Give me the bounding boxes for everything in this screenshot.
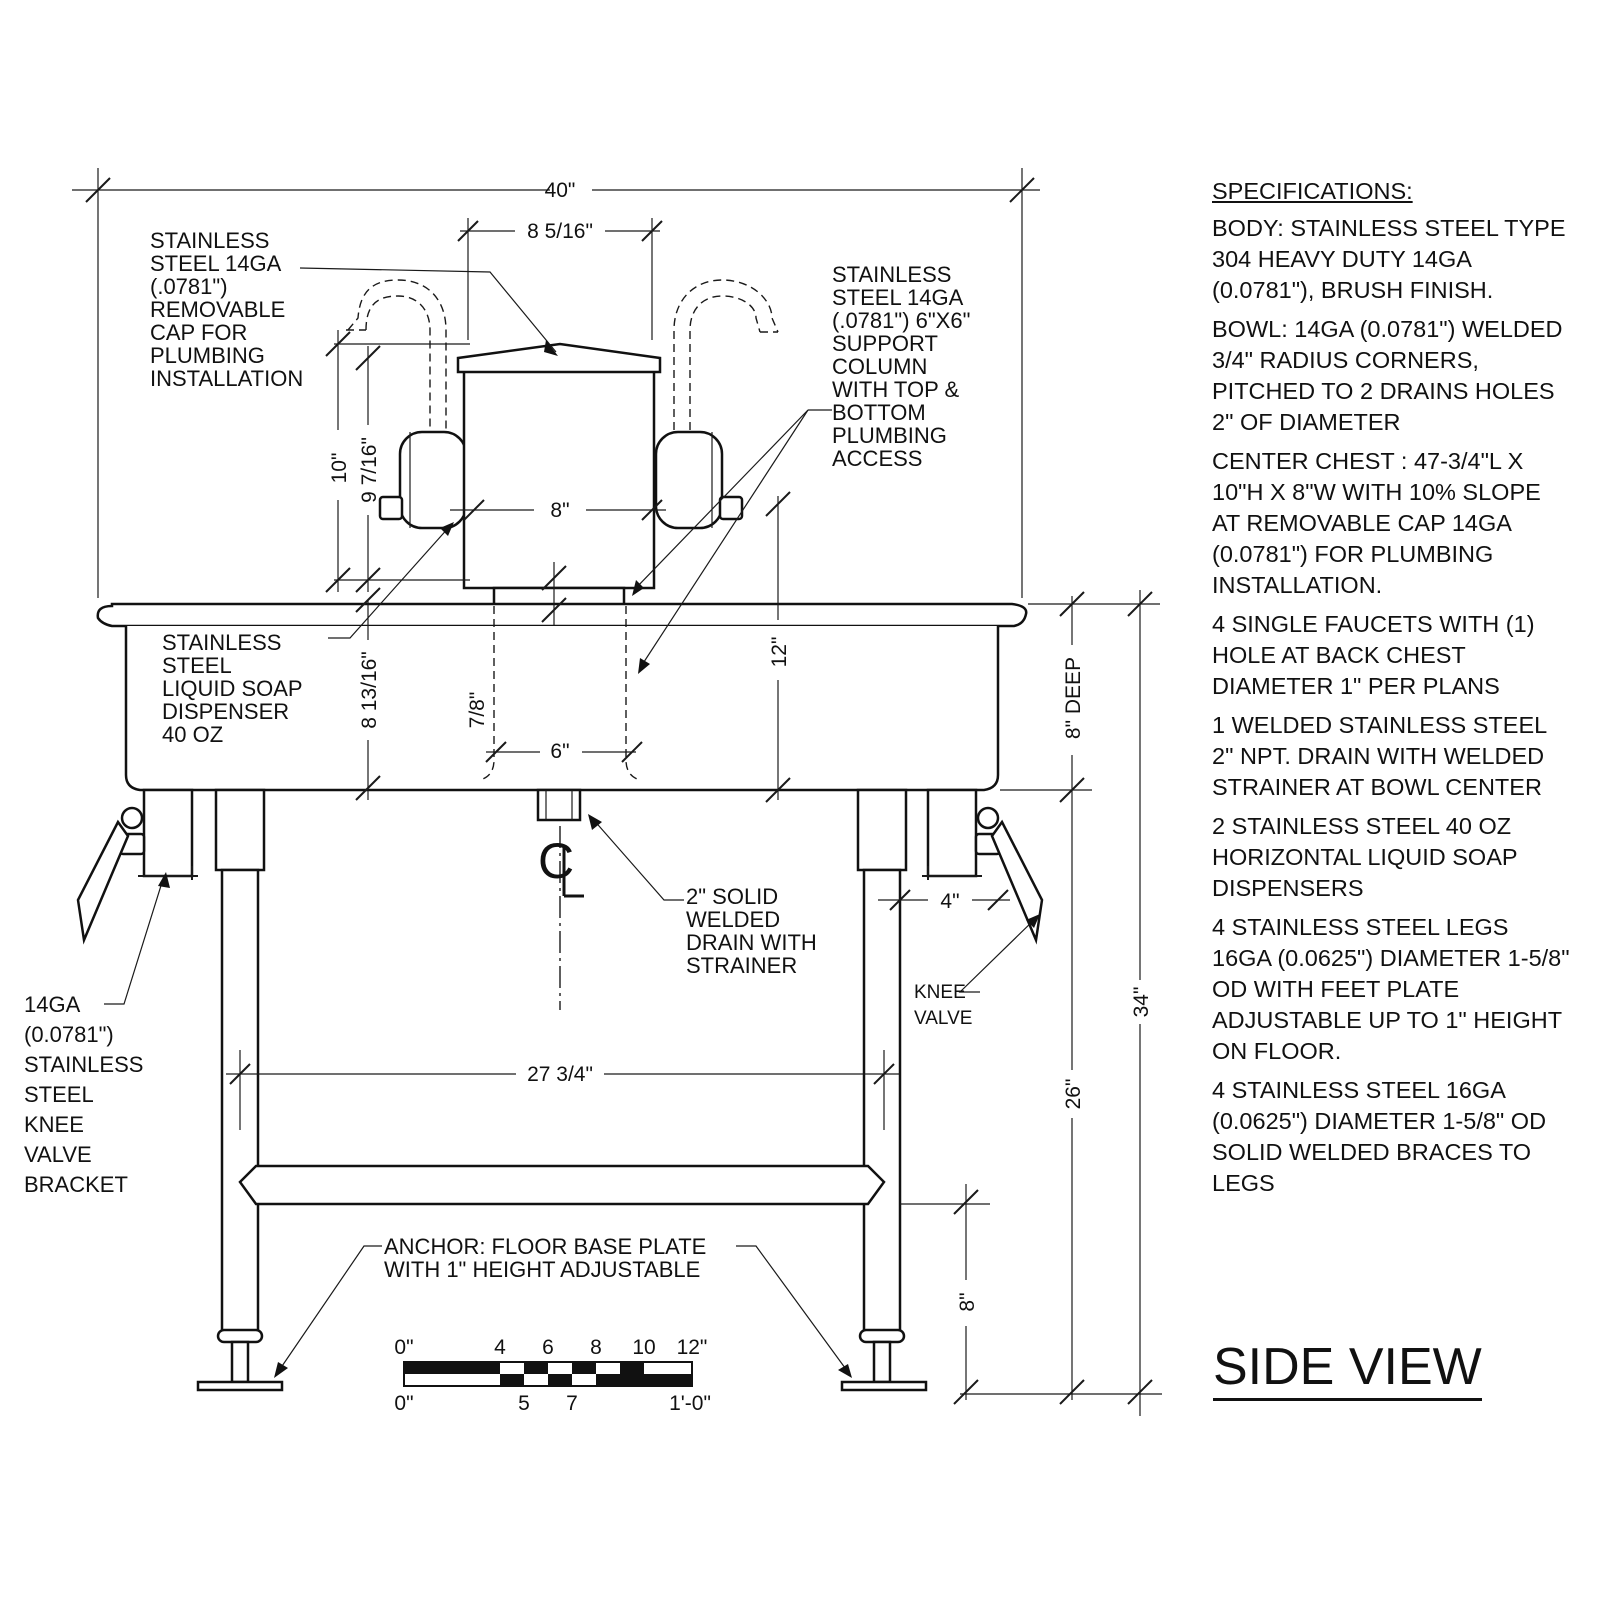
callout-cap-line: STAINLESS	[150, 228, 270, 253]
spec-braces	[1212, 1075, 1592, 1199]
dim-brace-span: 27 3/4"	[527, 1063, 593, 1086]
callout-bracket-line: STEEL	[24, 1082, 93, 1107]
scale-top-label: 12"	[676, 1336, 708, 1359]
right-knee-valve	[922, 790, 1042, 940]
callout-column-line: COLUMN	[832, 354, 928, 379]
dim-faucet-height: 9 7/16"	[358, 437, 381, 503]
left-soap-dispenser	[380, 432, 466, 528]
right-soap-dispenser	[656, 432, 742, 528]
scale-bottom-label: 0"	[394, 1392, 414, 1415]
spec-bowl	[1212, 314, 1592, 438]
callout-cap-line: (.0781")	[150, 274, 228, 299]
right-faucet	[674, 280, 778, 430]
spec-line: LEGS	[1212, 1170, 1275, 1196]
spec-line: 2 STAINLESS STEEL 40 OZ	[1212, 813, 1512, 839]
callout-anchor-line: ANCHOR: FLOOR BASE PLATE	[384, 1234, 707, 1259]
scale-bottom-label: 5	[518, 1392, 530, 1415]
dim-overall-width: 40"	[544, 179, 576, 202]
spec-line: AT REMOVABLE CAP 14GA	[1212, 510, 1512, 536]
callout-knee-valve-line: KNEE	[914, 982, 966, 1003]
dim-chest-top: 8 5/16"	[527, 220, 593, 243]
callout-cap	[150, 228, 303, 391]
spec-line: DIAMETER 1" PER PLANS	[1212, 673, 1500, 699]
spec-line: 2" NPT. DRAIN WITH WELDED	[1212, 743, 1545, 769]
dim-valve-offset: 4"	[940, 890, 960, 913]
callout-soap-line: DISPENSER	[162, 699, 290, 724]
left-knee-valve	[78, 790, 198, 940]
scale-top-label: 6	[542, 1336, 554, 1359]
spec-line: CENTER CHEST : 47-3/4"L X	[1212, 448, 1524, 474]
spec-line: 1 WELDED STAINLESS STEEL	[1212, 712, 1548, 738]
spec-drain	[1212, 710, 1592, 803]
callout-knee-valve-line: VALVE	[914, 1008, 973, 1029]
leg-height-dimension	[1060, 800, 1085, 1404]
brace-height-dimension	[900, 1184, 990, 1404]
callout-cap-line: CAP FOR	[150, 320, 248, 345]
callout-soap-line: 40 OZ	[162, 722, 224, 747]
callout-column-line: PLUMBING	[832, 423, 947, 448]
callout-drain-line: WELDED	[686, 907, 781, 932]
callout-drain-line: DRAIN WITH	[686, 930, 817, 955]
spec-line: BODY: STAINLESS STEEL TYPE	[1212, 215, 1566, 241]
dim-bowl-depth: 8 13/16"	[358, 651, 381, 729]
callout-bracket-line: BRACKET	[24, 1172, 128, 1197]
callout-column-line: BOTTOM	[832, 400, 926, 425]
spec-line: OD WITH FEET PLATE	[1212, 976, 1460, 1002]
spec-line: 2" OF DIAMETER	[1212, 409, 1401, 435]
scale-top-label: 4	[494, 1336, 506, 1359]
callout-drain-line: STRAINER	[686, 953, 798, 978]
scale-top-label: 0"	[394, 1336, 414, 1359]
callout-bracket-line: STAINLESS	[24, 1052, 144, 1077]
scale-bar	[394, 1336, 710, 1415]
specifications-title: SPECIFICATIONS:	[1212, 178, 1413, 204]
callout-column-line: STAINLESS	[832, 262, 952, 287]
spec-line: (0.0781") FOR PLUMBING	[1212, 541, 1494, 567]
callout-cap-line: INSTALLATION	[150, 366, 304, 391]
spec-line: ADJUSTABLE UP TO 1" HEIGHT	[1212, 1007, 1563, 1033]
spec-line: PITCHED TO 2 DRAINS HOLES	[1212, 378, 1555, 404]
callout-anchor	[384, 1234, 712, 1282]
callout-anchor-line: WITH 1" HEIGHT ADJUSTABLE	[384, 1257, 701, 1282]
brace-span-dimension	[226, 1050, 900, 1130]
callout-cap-line: PLUMBING	[150, 343, 265, 368]
callout-column	[832, 262, 977, 471]
spec-line: (0.0781"), BRUSH FINISH.	[1212, 277, 1494, 303]
dim-column-height: 12"	[768, 636, 791, 668]
spec-line: 16GA (0.0625") DIAMETER 1-5/8"	[1212, 945, 1570, 971]
callout-bracket-line: VALVE	[24, 1142, 92, 1167]
spec-line: 4 STAINLESS STEEL 16GA	[1212, 1077, 1506, 1103]
scale-top-label: 8	[590, 1336, 602, 1359]
callout-bracket-line: (0.0781")	[24, 1022, 114, 1047]
dim-brace-height: 8"	[956, 1292, 979, 1312]
scale-bottom-label: 1'-0"	[669, 1392, 711, 1415]
dim-leg-height: 26"	[1062, 1078, 1085, 1110]
callout-bracket	[24, 992, 150, 1197]
callout-column-line: (.0781") 6"X6"	[832, 308, 971, 333]
spec-line: STRAINER AT BOWL CENTER	[1212, 774, 1542, 800]
spec-line: (0.0625") DIAMETER 1-5/8" OD	[1212, 1108, 1547, 1134]
spec-line: ON FLOOR.	[1212, 1038, 1342, 1064]
spec-legs	[1212, 912, 1592, 1067]
spec-line: HOLE AT BACK CHEST	[1212, 642, 1466, 668]
spec-line: HORIZONTAL LIQUID SOAP	[1212, 844, 1518, 870]
spec-line: 3/4" RADIUS CORNERS,	[1212, 347, 1479, 373]
spec-line: DISPENSERS	[1212, 875, 1364, 901]
dim-chest-height: 10"	[328, 452, 351, 484]
center-line-symbol: C	[538, 833, 575, 889]
spec-line: 10"H X 8"W WITH 10% SLOPE	[1212, 479, 1541, 505]
callout-soap-line: STAINLESS	[162, 630, 282, 655]
scale-bottom-label: 7	[566, 1392, 578, 1415]
cross-brace	[240, 1166, 884, 1204]
view-title: SIDE VIEW	[1213, 1338, 1482, 1401]
callout-bracket-line: 14GA	[24, 992, 80, 1017]
callout-cap-line: REMOVABLE	[150, 297, 286, 322]
spec-line: BOWL: 14GA (0.0781") WELDED	[1212, 316, 1563, 342]
callout-cap-line: STEEL 14GA	[150, 251, 281, 276]
callout-column-line: SUPPORT	[832, 331, 938, 356]
center-chest	[458, 344, 660, 606]
dim-overall-height: 34"	[1130, 986, 1153, 1018]
callout-drain	[686, 884, 823, 978]
dim-offset: 7/8"	[466, 691, 489, 729]
spec-line: 4 SINGLE FAUCETS WITH (1)	[1212, 611, 1535, 637]
spec-line: INSTALLATION.	[1212, 572, 1383, 598]
dim-bowl-deep: 8" DEEP	[1062, 656, 1085, 740]
drain	[538, 790, 584, 1010]
scale-top-label: 10	[632, 1336, 656, 1359]
spec-line: 304 HEAVY DUTY 14GA	[1212, 246, 1472, 272]
callout-column-line: ACCESS	[832, 446, 923, 471]
spec-center-chest	[1212, 446, 1592, 601]
callout-drain-line: 2" SOLID	[686, 884, 779, 909]
callout-knee-valve	[914, 982, 972, 1029]
dim-drain-spacing: 6"	[550, 740, 570, 763]
callout-column-line: STEEL 14GA	[832, 285, 963, 310]
spec-body	[1212, 213, 1592, 306]
spec-faucets	[1212, 609, 1592, 702]
left-faucet	[346, 280, 446, 430]
specifications-panel	[1212, 176, 1592, 1207]
spec-soap-dispensers	[1212, 811, 1592, 904]
chest-top-dimension	[458, 218, 662, 340]
spec-line: SOLID WELDED BRACES TO	[1212, 1139, 1532, 1165]
callout-soap-line: STEEL	[162, 653, 231, 678]
callout-column-line: WITH TOP &	[832, 377, 960, 402]
dim-chest-width: 8"	[550, 499, 570, 522]
callout-soap-line: LIQUID SOAP	[162, 676, 303, 701]
callout-bracket-line: KNEE	[24, 1112, 84, 1137]
spec-line: 4 STAINLESS STEEL LEGS	[1212, 914, 1509, 940]
